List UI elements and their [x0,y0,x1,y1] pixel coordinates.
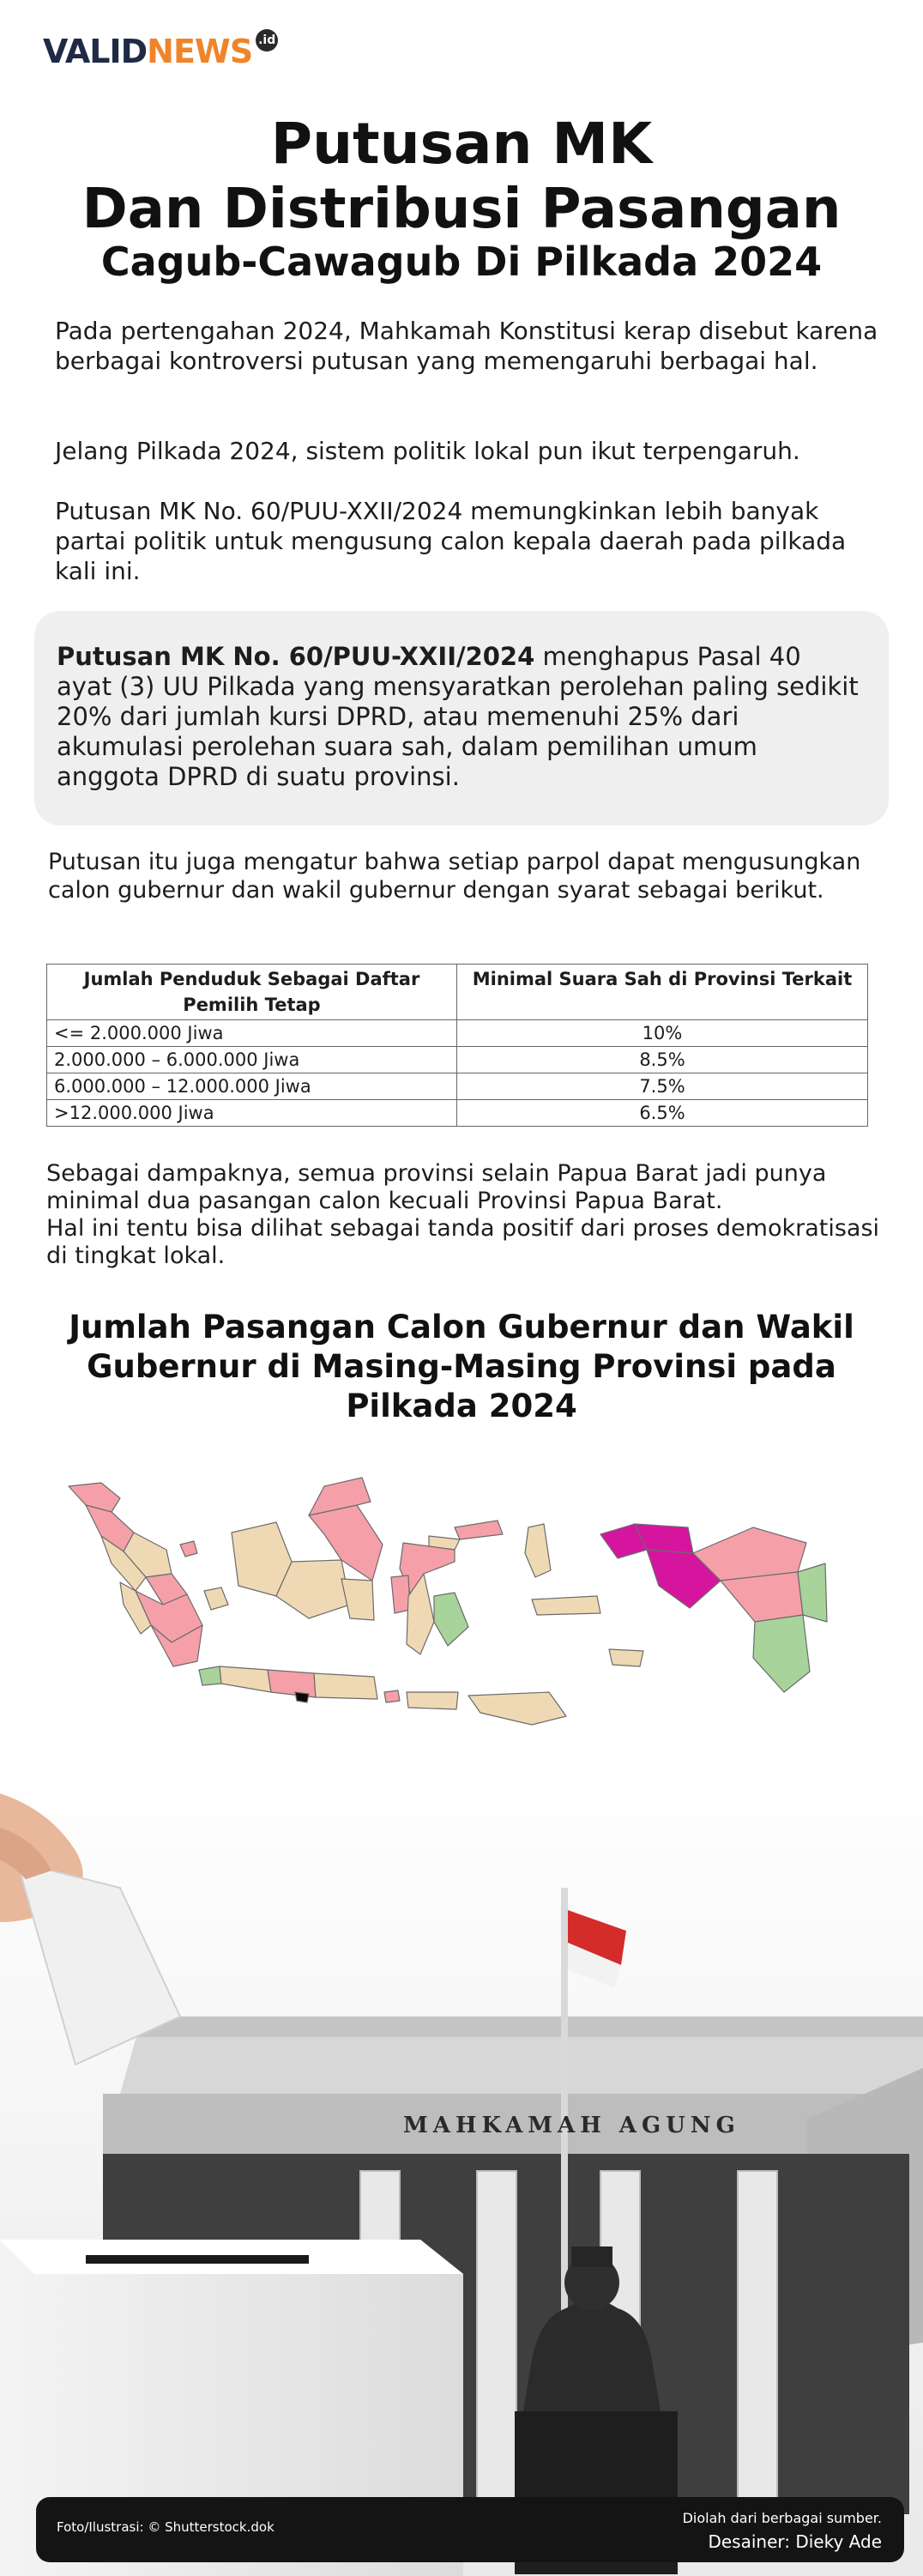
table-cell-min-vote: 6.5% [457,1100,868,1127]
intro-paragraph-2: Jelang Pilkada 2024, sistem politik lokal pun ikut terpengaruh. [55,437,800,465]
map-region-bali [384,1690,400,1702]
map-region-southeast-sulawesi [434,1593,468,1646]
validnews-logo [43,33,278,70]
map-region-south-kalimantan [341,1579,374,1620]
map-region-west-java [220,1666,271,1692]
map-region-maluku [532,1596,600,1615]
table-cell-population: >12.000.000 Jiwa [47,1100,457,1127]
logo-part2: NEWS [147,33,253,70]
highlight-rest: menghapus Pasal 40 ayat (3) UU Pilkada yang mensyaratkan perolehan paling sedikit 20% dari jumlah kursi DPRD, atau memenuhi 25% dari akumulasi perolehan suara sah, dalam pemilihan umum anggota DPRD di suatu provinsi. [57,642,859,791]
table-row [47,1020,868,1047]
impact-paragraph-2: Hal ini tentu bisa dilihat sebagai tanda positif dari proses demokratisasi di tingkat lokal. [46,1215,880,1269]
table-row [47,1047,868,1073]
logo-badge: .id [256,29,278,51]
page-title-line1: Putusan MK [270,111,653,177]
indonesia-province-map [51,1467,875,1776]
map-region-north-sulawesi [455,1521,503,1539]
photo-credit: Foto/Ilustrasi: © Shutterstock.dok [57,2519,274,2535]
impact-paragraph-1: Sebagai dampaknya, semua provinsi selain Papua Barat jadi punya minimal dua pasangan calon kecuali Provinsi Papua Barat. [46,1160,827,1214]
map-region-riau-islands [180,1541,197,1557]
page-title-line3: Cagub-Cawagub Di Pilkada 2024 [100,239,823,285]
table-intro: Putusan itu juga mengatur bahwa setiap parpol dapat mengusungkan calon gubernur dan wakil gubernur dengan syarat sebagai berikut. [48,849,861,904]
intro-paragraph-3: Putusan MK No. 60/PUU-XXII/2024 memungkinkan lebih banyak partai politik untuk mengusung calon kepala daerah pada pilkada kali ini. [55,497,847,585]
intro-paragraph-1: Pada pertengahan 2024, Mahkamah Konstitusi kerap disebut karena berbagai kontroversi putusan yang memengaruhi berbagai hal. [55,317,878,375]
table-row [47,1073,868,1100]
map-title: Jumlah Pasangan Calon Gubernur dan Wakil Gubernur di Masing-Masing Provinsi pada Pilkada 2024 [69,1309,854,1424]
map-region-highland-papua [721,1572,803,1622]
table-cell-population: 2.000.000 – 6.000.000 Jiwa [47,1047,457,1073]
table-cell-population: 6.000.000 – 12.000.000 Jiwa [47,1073,457,1100]
map-region-ntt [468,1692,566,1725]
map-region-bangka-belitung [204,1587,228,1610]
page-title-line2: Dan Distribusi Pasangan [81,178,842,241]
map-region-north-maluku [525,1524,551,1577]
logo-part1: VALID [43,33,148,70]
map-region-central-java [268,1670,316,1697]
court-building-illustration [0,1759,923,2576]
designer-credit: Desainer: Dieky Ade [708,2531,882,2552]
table-cell-population: <= 2.000.000 Jiwa [47,1020,457,1047]
map-region-west-sulawesi [391,1575,410,1613]
building-sign: MAHKAMAH AGUNG [403,2113,740,2138]
map-region-banten [199,1666,221,1685]
table-header-population: Jumlah Penduduk Sebagai Daftar Pemilih Tetap [47,964,457,1020]
map-region-maluku-south [609,1649,643,1666]
map-region-yogyakarta [295,1692,309,1702]
table-cell-min-vote: 7.5% [457,1073,868,1100]
highlight-text [57,642,863,792]
map-region-south-papua [753,1615,810,1692]
source-note: Diolah dari berbagai sumber. [682,2510,882,2526]
table-row [47,1100,868,1127]
highlight-bold: Putusan MK No. 60/PUU-XXII/2024 [57,642,535,671]
map-region-ntb [407,1692,458,1709]
table-cell-min-vote: 8.5% [457,1047,868,1073]
requirement-table [46,964,868,1127]
table-header-min-vote: Minimal Suara Sah di Provinsi Terkait [457,964,868,1020]
map-region-east-java [314,1673,377,1699]
table-cell-min-vote: 10% [457,1020,868,1047]
